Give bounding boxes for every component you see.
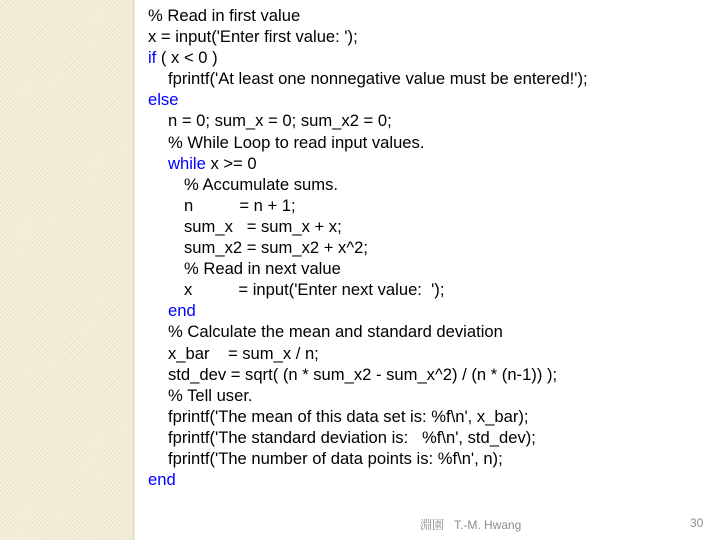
code-line: [148, 406, 588, 427]
code-line: [148, 321, 588, 342]
code-line: [148, 5, 588, 26]
code-line: [148, 279, 588, 300]
code-keyword: else: [148, 90, 179, 110]
code-line: [148, 26, 588, 47]
code-text: ( x < 0 ): [156, 48, 218, 68]
decorative-left-band: [0, 0, 135, 540]
code-text: n = n + 1;: [184, 195, 296, 215]
code-line: [148, 427, 588, 448]
code-line: [148, 448, 588, 469]
code-line: [148, 258, 588, 279]
code-line: [148, 343, 588, 364]
code-text: % While Loop to read input values.: [168, 132, 425, 152]
code-text: x = input('Enter first value: ');: [148, 27, 358, 47]
code-line: [148, 68, 588, 89]
code-text: x >= 0: [205, 153, 257, 173]
code-line: [148, 300, 588, 321]
code-text: % Tell user.: [168, 385, 253, 405]
code-line: [148, 89, 588, 110]
code-text: fprintf('The standard deviation is: %f\n', std_dev);: [168, 427, 536, 447]
code-text: % Accumulate sums.: [184, 174, 339, 194]
code-keyword: end: [148, 470, 176, 490]
code-text: fprintf('The mean of this data set is: %f\n', x_bar);: [168, 406, 529, 426]
code-line: [148, 385, 588, 406]
code-line: [148, 47, 588, 68]
code-line: [148, 110, 588, 131]
code-text: std_dev = sqrt( (n * sum_x2 - sum_x^2) / (n * (n-1)) );: [168, 364, 558, 384]
code-text: % Calculate the mean and standard deviation: [168, 322, 503, 342]
code-line: [148, 174, 588, 195]
code-line: [148, 469, 588, 490]
footer-author: 淵園 T.-M. Hwang: [420, 518, 522, 532]
code-text: n = 0; sum_x = 0; sum_x2 = 0;: [168, 111, 392, 131]
code-line: [148, 153, 588, 174]
code-text: fprintf('At least one nonnegative value must be entered!');: [168, 69, 588, 89]
left-band-edge-divider: [133, 0, 134, 540]
code-keyword: end: [168, 301, 196, 321]
code-keyword: while: [168, 153, 206, 173]
page-number: 30: [690, 516, 704, 530]
code-line: [148, 237, 588, 258]
code-text: sum_x = sum_x + x;: [184, 216, 342, 236]
code-line: [148, 364, 588, 385]
code-listing: [148, 5, 588, 490]
code-text: fprintf('The number of data points is: %f\n', n);: [168, 448, 503, 468]
code-line: [148, 132, 588, 153]
code-line: [148, 195, 588, 216]
code-text: x_bar = sum_x / n;: [168, 343, 319, 363]
code-text: x = input('Enter next value: ');: [184, 280, 445, 300]
code-text: % Read in first value: [148, 6, 301, 25]
code-text: sum_x2 = sum_x2 + x^2;: [184, 238, 368, 258]
code-line: [148, 216, 588, 237]
code-keyword: if: [148, 48, 157, 68]
code-text: % Read in next value: [184, 259, 341, 279]
